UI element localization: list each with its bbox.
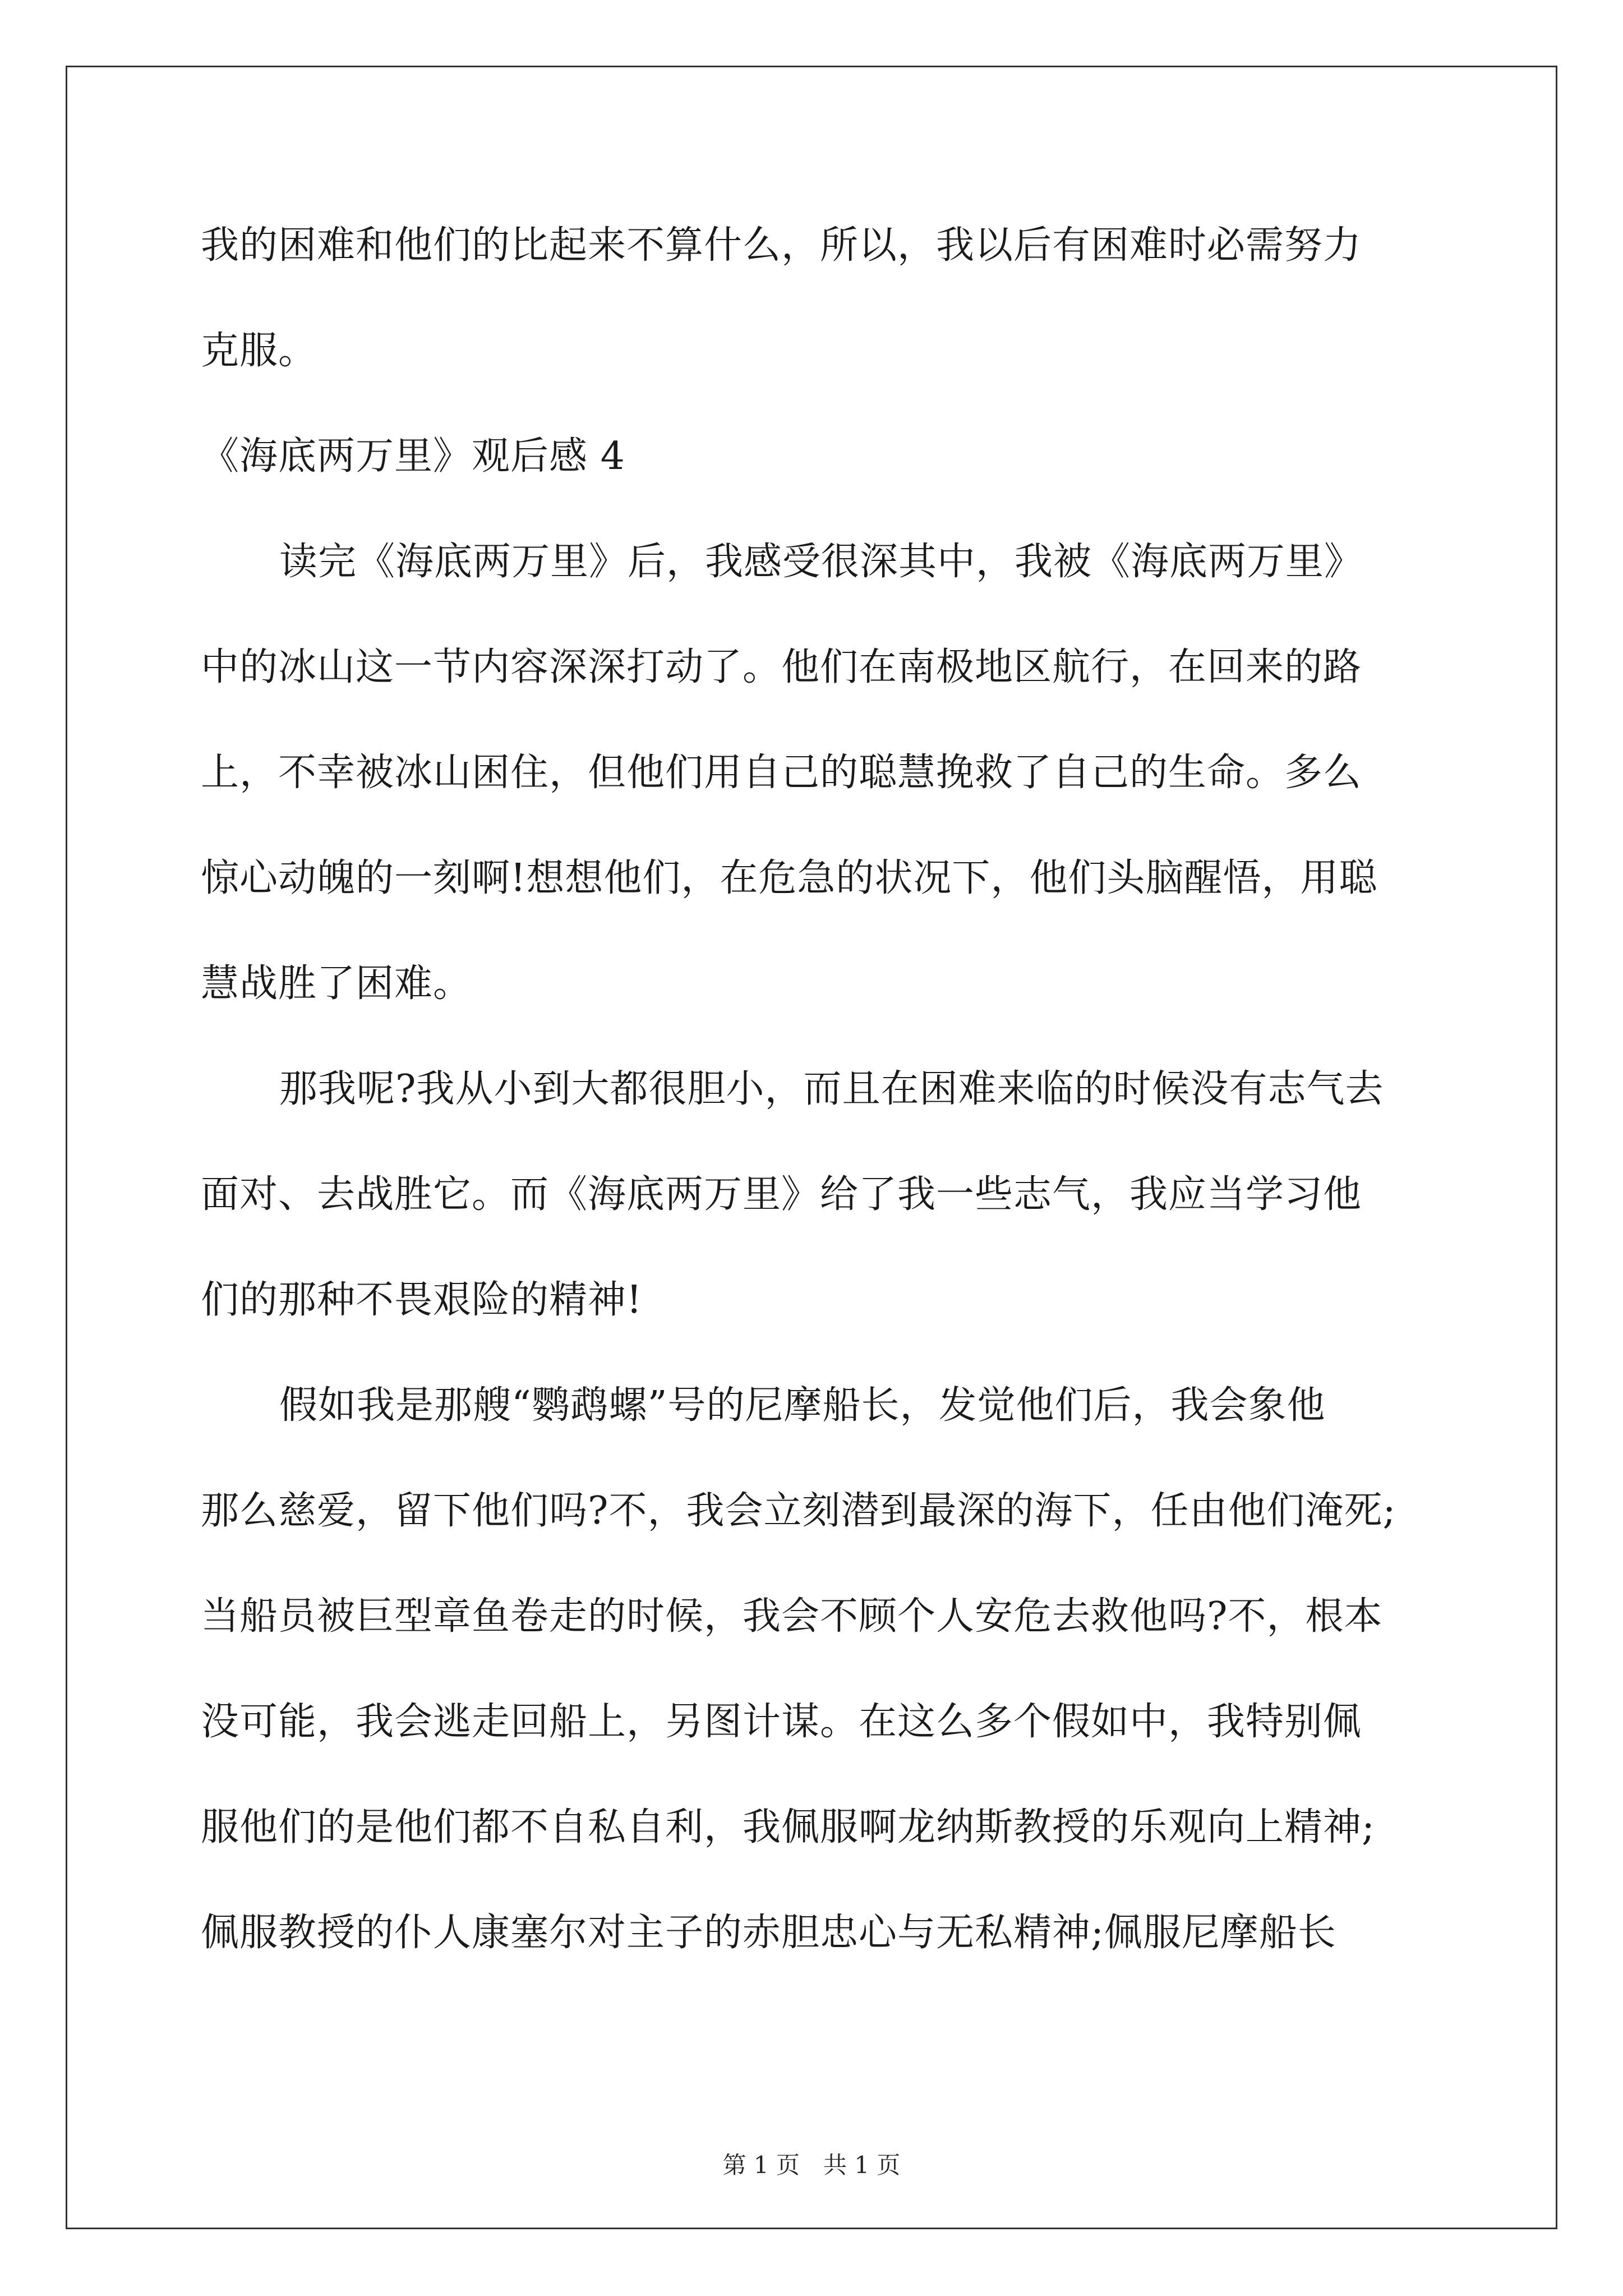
text-line: 我的困难和他们的比起来不算什么，所以，我以后有困难时必需努力 — [201, 223, 1362, 268]
text-line: 假如我是那艘“鹦鹉螺”号的尼摩船长，发觉他们后，我会象他 — [279, 1383, 1326, 1428]
section-heading — [201, 430, 1435, 484]
text-line: 们的那种不畏艰险的精神! — [201, 1278, 643, 1322]
heading-text: 《海底两万里》观后感 4 — [201, 434, 625, 478]
text-line: 面对、去战胜它。而《海底两万里》给了我一些志气，我应当学习他 — [201, 1172, 1362, 1217]
page-number-footer: 第 1 页 共 1 页 — [722, 2151, 901, 2179]
paragraph-continued — [201, 219, 1435, 378]
text-line: 惊心动魄的一刻啊!想想他们，在危急的状况下，他们头脑醒悟，用聪 — [201, 856, 1378, 900]
text-line: 慧战胜了困难。 — [201, 961, 472, 1006]
document-body — [201, 219, 1435, 1960]
paragraph — [201, 1062, 1435, 1327]
text-line: 上，不幸被冰山困住，但他们用自己的聪慧挽救了自己的生命。多么 — [201, 751, 1362, 795]
text-line: 读完《海底两万里》后，我感受很深其中，我被《海底两万里》 — [279, 540, 1363, 584]
text-line: 克服。 — [201, 329, 317, 373]
text-line: 服他们的是他们都不自私自利，我佩服啊龙纳斯教授的乐观向上精神; — [201, 1805, 1375, 1849]
text-line: 没可能，我会逃走回船上，另图计谋。在这么多个假如中，我特别佩 — [201, 1700, 1362, 1744]
text-line: 佩服教授的仆人康塞尔对主子的赤胆忠心与无私精神;佩服尼摩船长 — [201, 1911, 1336, 1955]
text-line: 当船员被巨型章鱼卷走的时候，我会不顾个人安危去救他吗?不，根本 — [201, 1594, 1383, 1639]
text-line: 那么慈爱，留下他们吗?不，我会立刻潜到最深的海下，任由他们淹死; — [201, 1489, 1396, 1533]
paragraph — [201, 1379, 1435, 1960]
text-line: 中的冰山这一节内容深深打动了。他们在南极地区航行，在回来的路 — [201, 645, 1362, 689]
paragraph — [201, 535, 1435, 1011]
text-line: 那我呢?我从小到大都很胆小，而且在困难来临的时候没有志气去 — [279, 1067, 1384, 1111]
